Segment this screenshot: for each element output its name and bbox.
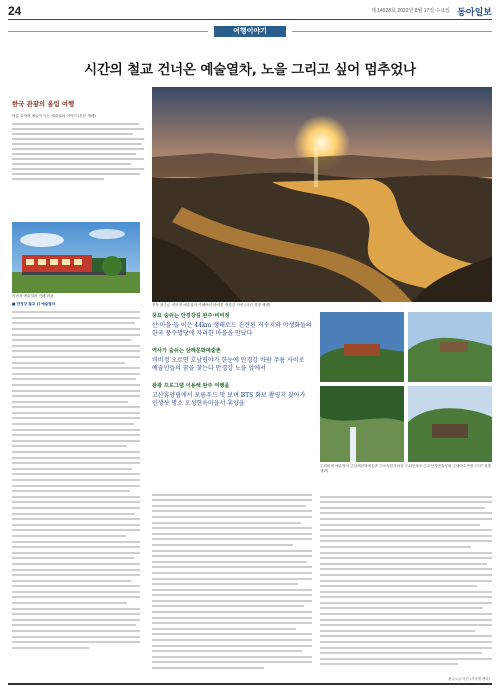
headline: 시간의 철교 건너온 예술열차, 노을 그리고 싶어 멈추었나 <box>84 62 416 78</box>
section-label: 여행이야기 <box>214 26 286 37</box>
series-label: 한국 관광의 올림 여행 <box>12 100 75 108</box>
subhead-3: 관광 프로그램 이용해 완주 여행을 <box>152 382 230 389</box>
subhead-2: 역사가 숨쉬는 삼례문화예술촌 <box>152 347 221 354</box>
series-badge <box>12 99 92 110</box>
page-header <box>8 4 492 20</box>
mid-column-highlights <box>152 312 312 488</box>
main-photo-caption: 전북 완주군 비비정 예술열차 카페에서 바라본 만경강 석양 (사진 설명 생략) <box>152 303 271 307</box>
byline-footer: 완주=글·사진 (기자명 생략) <box>448 677 490 681</box>
intro-text <box>12 114 144 218</box>
right-column-lines <box>320 496 492 666</box>
mid-column-article <box>152 490 312 680</box>
left-column-article <box>12 302 140 680</box>
left-column-lead: ■ 만경강 철교 위 예술열차 <box>12 302 56 306</box>
train-cafe-photo <box>12 222 140 293</box>
intro-paragraph: 여름 끝자락 예술이 익는 예술열차 이야기 (본문 생략) <box>12 114 96 118</box>
issue-info: 제 14928호 2022년 8월 17일 수요일 <box>371 8 450 14</box>
quote-2: 비비정 오르면 호남평야가 한눈에 만경강 바람 주름 사이로 예술인들의 꿈을 찾는다 만경강 노을 앞에서 <box>152 356 305 373</box>
intro-text-lines <box>12 123 144 180</box>
subhead-1: 풍요 숨쉬는 만경강길 완주·비비정 <box>152 313 230 319</box>
river-sunset-photo <box>152 87 492 302</box>
page-number: 24 <box>8 4 22 18</box>
newspaper-logo: 동아일보 <box>457 7 492 17</box>
section-rule-right <box>292 31 492 32</box>
photo-grid <box>320 312 492 462</box>
mid-column-lines <box>152 494 312 669</box>
section-rule-left <box>8 31 208 32</box>
small-photo-caption: 비비정 예술열차 카페 외관 <box>12 294 54 298</box>
right-column-article <box>320 492 492 678</box>
quote-3: 고산휴양림에서 포름푸드 맛 보며 BTS 화보 촬영지 찾아가 인생샷 명소 오성한옥마을서 휴양을 <box>152 391 306 408</box>
photo-grid-caption: ①비비정 예술열차 ②삼례문화예술촌 ③오성한옥마을 ④위봉폭포 ⑤고산자연휴양림 ⑥대아수목원 (사진 설명 생략) <box>320 464 491 473</box>
left-column-lines <box>12 311 140 649</box>
header-rule <box>8 19 492 20</box>
quote-1: 산·마을·들 이은 44km 생태로드 진견된 저수지와 야생화들의 한국 풍수명당에 자리한 마을을 만났다 <box>152 322 312 338</box>
bottom-rule <box>8 683 492 685</box>
